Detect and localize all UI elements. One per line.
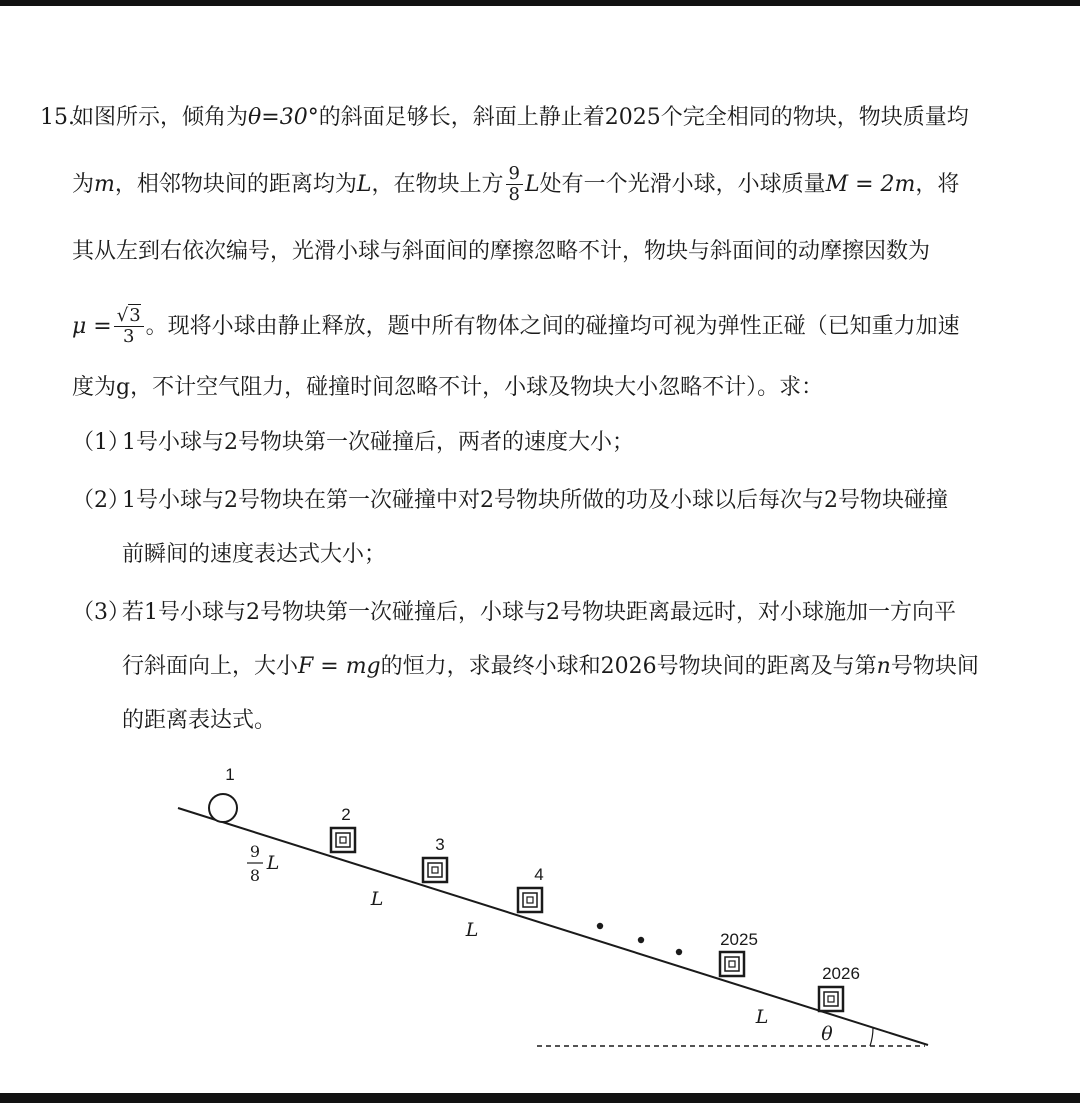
- block-label: 3: [435, 835, 445, 854]
- ellipsis-dot: [638, 937, 644, 943]
- angle-label: θ: [821, 1023, 833, 1045]
- block-2025: [720, 952, 744, 976]
- block-label: 2: [341, 805, 351, 824]
- ball-1: [209, 794, 237, 822]
- stem-line-1: [0, 103, 1080, 133]
- question-text: 若1号小球与2号物块第一次碰撞后，小球与2号物块距离最远时，对小球施加一方向平: [122, 600, 956, 625]
- question-text: 号物块间: [890, 654, 979, 679]
- stem-text: 。现将小球由静止释放，题中所有物体之间的碰撞均可视为弹性正碰（已知重力加速: [145, 313, 960, 339]
- block-label: 2026: [822, 964, 860, 983]
- stem-text: 度为g，不计空气阻力，碰撞时间忽略不计，小球及物块大小忽略不计）。求：: [72, 375, 824, 400]
- angle-arc: [870, 1028, 873, 1046]
- spacing-label: L: [755, 1006, 769, 1028]
- stem-text: ，相邻物块间的距离均为: [114, 171, 357, 197]
- block-3: [423, 858, 447, 882]
- question-3-cont2: [0, 706, 1080, 736]
- svg-text:L: L: [266, 852, 280, 874]
- stem-text: 其从左到右依次编号，光滑小球与斜面间的摩擦忽略不计，物块与斜面间的动摩擦因数为: [72, 239, 931, 264]
- stem-line-4: [0, 306, 1080, 347]
- block-2: [331, 828, 355, 852]
- ball-label: 1: [225, 765, 235, 784]
- question-text: 前瞬间的速度表达式大小；: [122, 542, 387, 567]
- ellipsis-dot: [597, 923, 603, 929]
- incline-figure: [0, 740, 1080, 1060]
- gap-label-9-8-L: [247, 842, 279, 885]
- force-expression: F = mg: [298, 654, 381, 679]
- stem-text: 处有一个光滑小球，小球质量: [539, 171, 826, 197]
- problem-number: 15.: [40, 105, 75, 130]
- question-label: （2）: [72, 488, 130, 513]
- question-text: 行斜面向上，大小: [122, 654, 299, 679]
- stem-line-5: [0, 373, 1080, 403]
- mu-symbol: μ =: [72, 313, 112, 339]
- stem-text: 如图所示，倾角为: [72, 105, 249, 130]
- fraction-9-8: $\frac{9}{8}$: [506, 164, 523, 205]
- block-label: 4: [534, 865, 544, 884]
- question-text: 的恒力，求最终小球和2026号物块间的距离及与第: [380, 654, 877, 679]
- svg-text:8: 8: [249, 866, 261, 885]
- question-text: 1号小球与2号物块第一次碰撞后，两者的速度大小；: [122, 430, 634, 455]
- question-2-cont: [0, 540, 1080, 570]
- angle-expression: θ=30°: [248, 105, 319, 130]
- question-3-cont: [0, 652, 1080, 682]
- bottom-border: [0, 1093, 1080, 1103]
- question-label: （1）: [72, 430, 130, 455]
- svg-text:9: 9: [249, 842, 261, 861]
- question-1: [0, 428, 1080, 458]
- length-symbol: L: [524, 171, 540, 197]
- block-2026: [819, 987, 843, 1011]
- block-label: 2025: [720, 930, 758, 949]
- incline-line: [178, 808, 928, 1045]
- question-text: 1号小球与2号物块在第一次碰撞中对2号物块所做的功及小球以后每次与2号物块碰撞: [122, 488, 948, 513]
- spacing-label: L: [370, 888, 384, 910]
- stem-line-2: [0, 164, 1080, 205]
- stem-text: 的斜面足够长，斜面上静止着2025个完全相同的物块，物块质量均: [318, 105, 969, 130]
- mass-symbol: m: [94, 171, 115, 197]
- mass-expression: M = 2m: [825, 171, 916, 197]
- ellipsis-dot: [676, 949, 682, 955]
- block-4: [518, 888, 542, 912]
- question-label: （3）: [72, 600, 130, 625]
- spacing-label: L: [465, 919, 479, 941]
- question-text: 的距离表达式。: [122, 708, 277, 733]
- question-2: [0, 486, 1080, 516]
- stem-text: 为: [72, 171, 95, 197]
- n-symbol: n: [876, 654, 891, 679]
- stem-text: ，在物块上方: [371, 171, 504, 197]
- fraction-sqrt3-over-3: $\frac{√3}{3}$: [114, 306, 144, 347]
- stem-line-3: [0, 237, 1080, 267]
- question-3: [0, 598, 1080, 628]
- length-symbol: L: [356, 171, 372, 197]
- stem-text: ，将: [915, 171, 960, 197]
